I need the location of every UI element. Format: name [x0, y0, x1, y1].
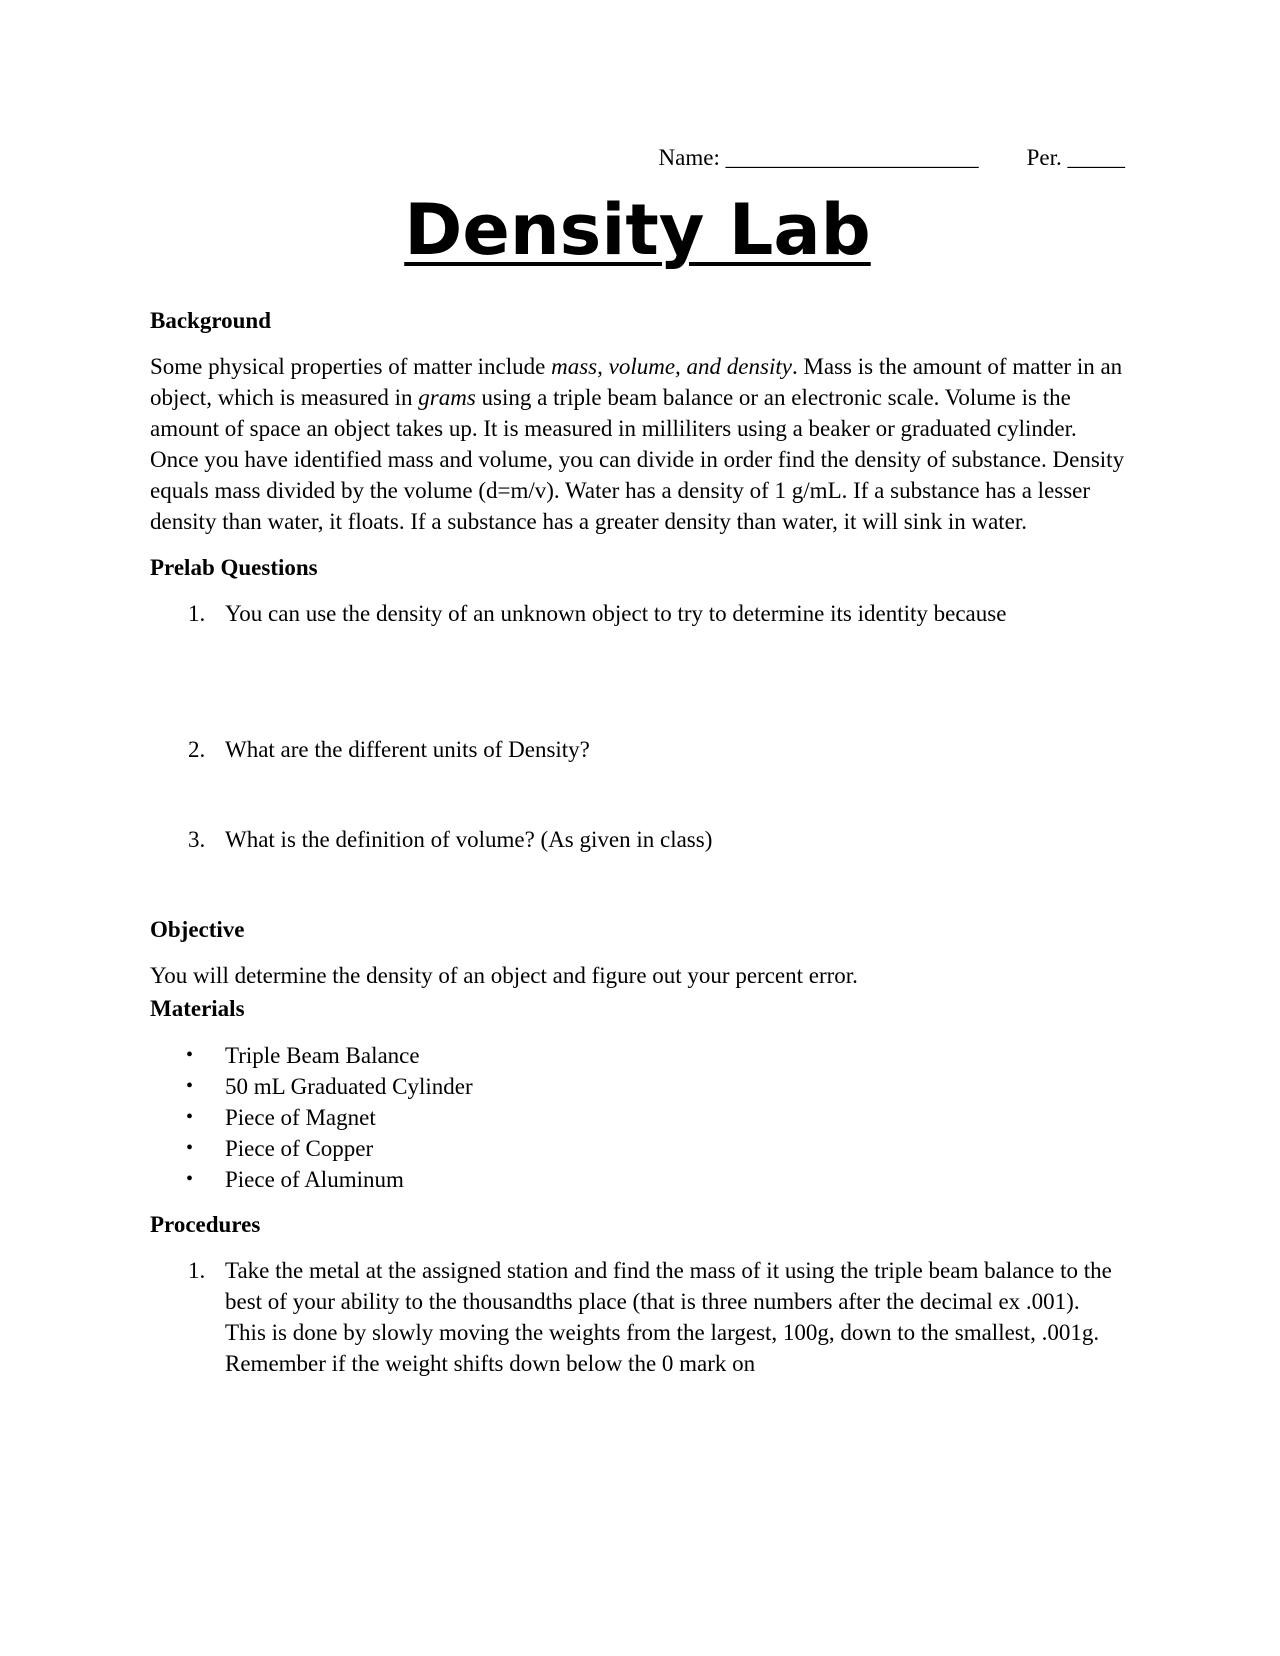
- background-italic-2: grams: [418, 385, 476, 410]
- objective-heading: Objective: [150, 917, 245, 942]
- bullet-icon: •: [186, 1106, 194, 1128]
- background-paragraph: [150, 351, 1125, 537]
- page-title: Density Lab: [404, 189, 871, 271]
- materials-item-text: 50 mL Graduated Cylinder: [225, 1074, 473, 1099]
- background-text-2: . Mass is the amount of matter in an object, which is measured in: [150, 354, 1123, 410]
- question-number: 2.: [188, 737, 206, 762]
- bullet-icon: •: [186, 1137, 194, 1159]
- background-heading: Background: [150, 308, 272, 333]
- prelab-question-list: [150, 598, 1125, 855]
- materials-heading: Materials: [150, 996, 245, 1021]
- procedures-list: [150, 1255, 1125, 1379]
- background-text-3: using a triple beam balance or an electronic scale. Volume is the amount of space an object takes up. It is measured in milliliters using a beaker or graduated cylinder. Once you have identified mass and volume, you can divide in order find the density of substance. Density equals mass divided by the volume (d=m/v). Water has a density of 1 g/mL. If a substance has a lesser density than water, it floats. If a substance has a greater density than water, it will sink in water.: [150, 385, 1125, 534]
- prelab-question: [150, 598, 1125, 629]
- materials-item-text: Piece of Aluminum: [225, 1167, 404, 1192]
- question-text: What is the definition of volume? (As given in class): [225, 827, 713, 852]
- materials-item: [150, 1133, 1125, 1164]
- materials-item: [150, 1164, 1125, 1195]
- materials-item-text: Piece of Copper: [225, 1136, 374, 1161]
- background-text-1: Some physical properties of matter include: [150, 354, 552, 379]
- bullet-icon: •: [186, 1044, 194, 1066]
- procedures-heading: Procedures: [150, 1212, 261, 1237]
- question-number: 1.: [188, 601, 206, 626]
- question-text: What are the different units of Density?: [225, 737, 590, 762]
- step-number: 1.: [188, 1258, 206, 1283]
- name-field: Name: ______________________: [658, 145, 979, 170]
- materials-item-text: Triple Beam Balance: [225, 1043, 420, 1068]
- procedure-step: [150, 1255, 1125, 1379]
- period-field: Per. _____: [1026, 145, 1125, 170]
- background-italic-1: mass, volume, and density: [551, 354, 792, 379]
- step-text: Take the metal at the assigned station and find the mass of it using the triple beam balance to the best of your ability to the thousandths place (that is three numbers after the decimal ex .001). This is done by slowly moving the weights from the largest, 100g, down to the smallest, .001g. Remember if the weight shifts down below the 0 mark on: [225, 1258, 1112, 1376]
- student-info-line: [659, 145, 1125, 171]
- materials-item: [150, 1071, 1125, 1102]
- materials-list: [150, 1040, 1125, 1195]
- materials-item: [150, 1102, 1125, 1133]
- materials-item-text: Piece of Magnet: [225, 1105, 376, 1130]
- bullet-icon: •: [186, 1168, 194, 1190]
- question-text: You can use the density of an unknown object to try to determine its identity because: [225, 601, 1007, 626]
- prelab-question: [150, 734, 1125, 765]
- prelab-heading: Prelab Questions: [150, 555, 318, 580]
- prelab-question: [150, 824, 1125, 855]
- objective-text: You will determine the density of an object and figure out your percent error.: [150, 963, 858, 988]
- materials-item: [150, 1040, 1125, 1071]
- worksheet-content: [150, 305, 1125, 1379]
- question-number: 3.: [188, 827, 206, 852]
- bullet-icon: •: [186, 1075, 194, 1097]
